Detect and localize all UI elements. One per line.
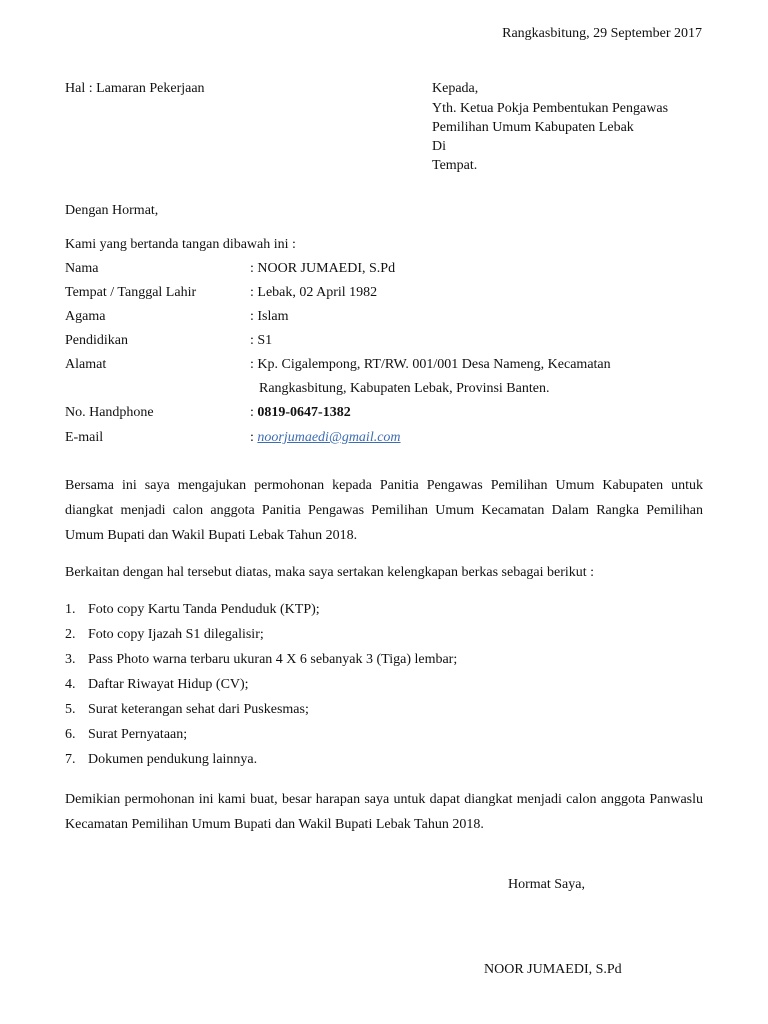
phone-value: 0819-0647-1382 [257,405,351,420]
list-item-text: Surat Pernyataan; [88,727,188,742]
religion-label: Agama [65,309,106,324]
list-item-number: 3. [65,652,76,667]
email-colon: : [250,430,254,445]
recipient-line: Pemilihan Umum Kabupaten Lebak [432,120,634,135]
name-label: Nama [65,261,99,276]
intro-text: Kami yang bertanda tangan dibawah ini : [65,237,296,252]
address-value-line1: : Kp. Cigalempong, RT/RW. 001/001 Desa Nameng, Kecamatan [250,357,611,372]
email-label: E-mail [65,430,104,445]
birth-label: Tempat / Tanggal Lahir [65,285,197,300]
letter-subject: Hal : Lamaran Pekerjaan [65,81,205,96]
birth-value: : Lebak, 02 April 1982 [250,285,378,300]
attachments-intro: Berkaitan dengan hal tersebut diatas, maka saya sertakan kelengkapan berkas sebagai berikut : [65,565,595,580]
list-item-number: 5. [65,702,76,717]
email-field [250,431,401,445]
list-item-text: Daftar Riwayat Hidup (CV); [88,677,249,692]
address-label: Alamat [65,357,107,372]
signature-name: NOOR JUMAEDI, S.Pd [484,962,622,977]
list-item-text: Dokumen pendukung lainnya. [88,752,258,767]
name-value: : NOOR JUMAEDI, S.Pd [250,261,396,276]
list-item-text: Pass Photo warna terbaru ukuran 4 X 6 sebanyak 3 (Tiga) lembar; [88,652,458,667]
phone-field [250,406,351,420]
list-item [65,678,249,692]
list-item-number: 6. [65,727,76,742]
recipient-line: Di [432,139,446,154]
list-item-number: 2. [65,627,76,642]
recipient-line: Kepada, [432,81,479,96]
email-link[interactable]: noorjumaedi@gmail.com [257,430,401,445]
phone-colon: : [250,405,254,420]
education-label: Pendidikan [65,333,128,348]
list-item [65,628,264,642]
list-item-number: 7. [65,752,76,767]
list-item [65,603,320,617]
recipient-line: Tempat. [432,158,478,173]
phone-label: No. Handphone [65,405,154,420]
list-item-text: Surat keterangan sehat dari Puskesmas; [88,702,309,717]
list-item [65,753,257,767]
education-value: : S1 [250,333,273,348]
religion-value: : Islam [250,309,289,324]
list-item-number: 1. [65,602,76,617]
list-item [65,653,457,667]
closing-paragraph: Demikian permohonan ini kami buat, besar harapan saya untuk dapat diangkat menjadi calon anggota Panwaslu Kecamatan Pemilihan Umum Bupati dan Wakil Bupati Lebak Tahun 2018. [65,792,703,832]
list-item-number: 4. [65,677,76,692]
list-item [65,728,187,742]
list-item [65,703,309,717]
list-item-text: Foto copy Kartu Tanda Penduduk (KTP); [88,602,320,617]
list-item-text: Foto copy Ijazah S1 dilegalisir; [88,627,264,642]
signoff: Hormat Saya, [508,877,585,892]
letter-date: Rangkasbitung, 29 September 2017 [502,26,702,41]
recipient-line: Yth. Ketua Pokja Pembentukan Pengawas [432,101,669,116]
greeting: Dengan Hormat, [65,203,159,218]
body-paragraph: Bersama ini saya mengajukan permohonan kepada Panitia Pengawas Pemilihan Umum Kabupaten untuk diangkat menjadi calon anggota Panitia Pengawas Pemilihan Umum Kecamatan Dalam Rangka Pemilihan Umum Bupati dan Wakil Bupati Lebak Tahun 2018. [65,478,703,543]
address-value-line2: Rangkasbitung, Kabupaten Lebak, Provinsi Banten. [259,381,550,396]
